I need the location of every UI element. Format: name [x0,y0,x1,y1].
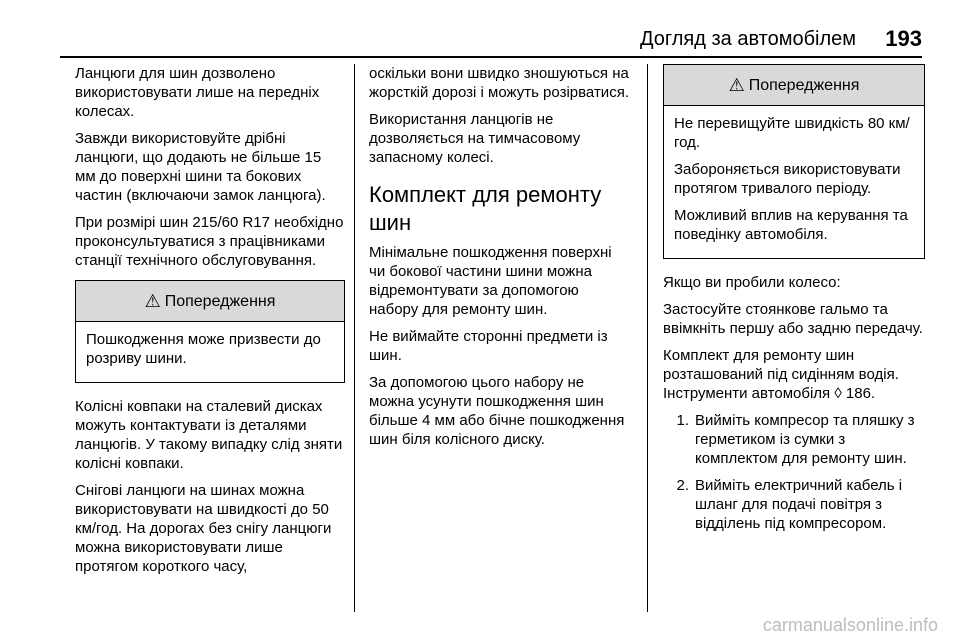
warning-body [664,106,924,258]
list-item [663,411,925,468]
warning-triangle-icon: ⚠ [728,74,745,95]
paragraph: Мінімальне пошкодження поверхні чи бокової частини шини можна відремонтувати за допомогою набору для ремонту шин. [369,244,612,318]
paragraph: Застосуйте стоянкове гальмо та ввімкніть першу або задню передачу. [663,301,923,337]
header-rule [60,56,922,58]
warning-box [75,280,345,383]
column-3 [663,64,925,541]
page-number: 193 [885,26,922,51]
column-divider-1 [354,64,355,612]
warning-title: Попередження [748,76,860,94]
warning-header [664,65,924,106]
column-1 [75,64,345,584]
warning-text: Забороняється використовувати протягом тривалого періоду. [674,161,901,197]
warning-text: Пошкодження може призвести до розриву шини. [86,331,321,367]
paragraph: Ланцюги для шин дозволено використовувати лише на передніх колесах. [75,65,320,120]
section-title: Догляд за автомобілем [640,28,857,50]
step-number: 2. [676,477,689,494]
column-divider-2 [647,64,648,612]
page-header [60,22,922,58]
paragraph: Снігові ланцюги на шинах можна використовувати на швидкості до 50 км/год. На дорогах без снігу ланцюги можна використовувати лише протягом короткого часу, [75,482,332,575]
list-item [663,476,925,533]
warning-header [76,281,344,322]
paragraph: оскільки вони швидко зношуються на жорсткій дорозі і можуть розірватися. [369,65,629,101]
warning-text: Можливий вплив на керування та поведінку автомобіля. [674,207,908,243]
warning-triangle-icon: ⚠ [144,290,161,311]
paragraph: Завжди використовуйте дрібні ланцюги, що додають не більше 15 мм до поверхні шини та бокових частин (включаючи замок ланцюга). [75,130,326,204]
warning-text: Не перевищуйте швидкість 80 км/год. [674,115,910,151]
step-number: 1. [676,412,689,429]
paragraph: Якщо ви пробили колесо: [663,274,841,291]
warning-title: Попередження [164,292,276,310]
steps-list [663,411,925,533]
step-text: Вийміть компресор та пляшку з герметиком із сумки з комплектом для ремонту шин. [695,412,915,467]
paragraph: За допомогою цього набору не можна усунути пошкодження шин більше 4 мм або бічне пошкодження шин біля колісного диску. [369,374,625,448]
paragraph: Колісні ковпаки на сталевий дисках можуть контактувати із деталями ланцюгів. У такому випадку слід зняти колісні ковпаки. [75,398,343,472]
column-2 [369,64,631,457]
watermark-text: carmanualsonline.info [762,615,938,635]
warning-box [663,64,925,259]
section-heading: Комплект для ремонту шин [369,182,602,235]
paragraph: Не виймайте сторонні предмети із шин. [369,328,608,364]
warning-body [76,322,344,382]
step-text: Вийміть електричний кабель і шланг для подачі повітря з відділень під компресором. [695,477,903,532]
paragraph: При розмірі шин 215/60 R17 необхідно проконсультуватися з працівниками станції технічного обслуговування. [75,214,344,269]
paragraph: Комплект для ремонту шин розташований під сидінням водія. Інструменти автомобіля ◊ 186. [663,347,899,402]
paragraph: Використання ланцюгів не дозволяється на тимчасовому запасному колесі. [369,111,581,166]
